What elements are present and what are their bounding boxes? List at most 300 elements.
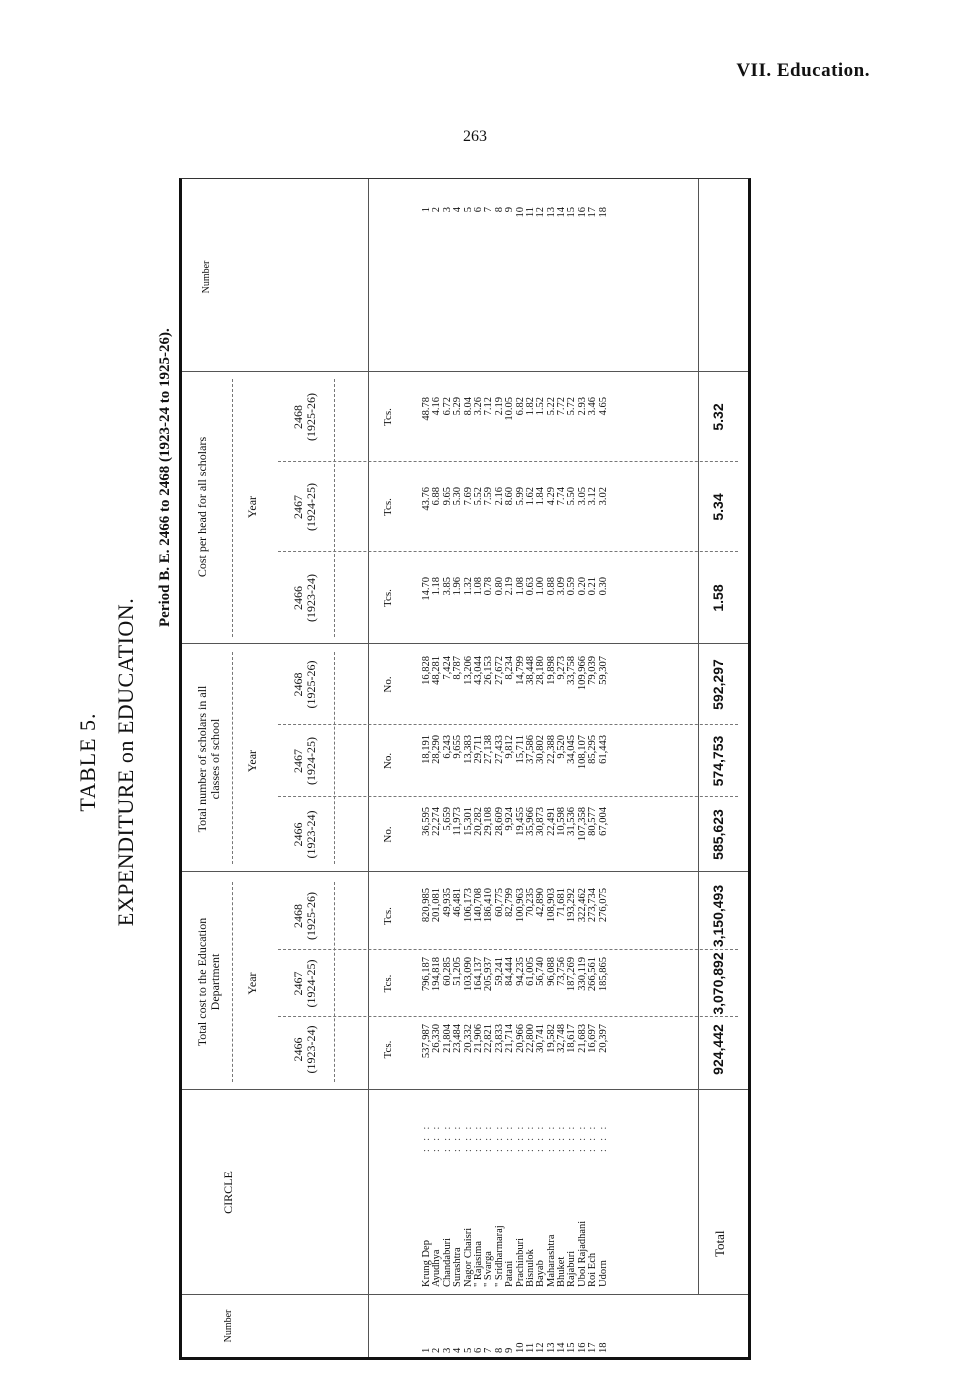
cell-s67: 6,243 [441,735,453,759]
cell-c66: 20,397 [597,1024,609,1053]
total-label: Total [712,1230,727,1257]
cell-c68: 108,903 [545,888,557,923]
cell-c68: 820,985 [421,888,432,923]
cell-c68: 106,173 [462,888,474,923]
cell-p66: 3.85 [441,577,453,596]
cell-n-right: 10 [514,207,526,218]
header-rule [368,179,369,1357]
cell-p67: 5.99 [514,487,526,506]
cell-circle: Ayudhya [431,1249,443,1287]
total-cost-header: Total cost to the Education Department [195,917,222,1047]
cell-p66: 2.19 [504,577,516,596]
cell-c66: 21,906 [472,1024,484,1053]
cell-s68: 48,281 [431,656,443,685]
col-divider [182,871,748,872]
cell-circle: Bisnulok [524,1249,536,1287]
cell-c66: 21,804 [441,1024,453,1053]
per-head-2466-column [422,577,609,632]
cell-s66: 36,595 [421,807,432,836]
cell-n: 17 [587,1342,599,1353]
cell-n-right: 6 [472,207,484,213]
cost-per-head-header: Cost per head for all scholars [195,436,209,578]
cell-s67: 27,138 [483,735,495,764]
leader-dot-row: : : : [545,1123,557,1152]
cell-circle: Chandaburi [441,1238,453,1287]
rotated-table-page [75,162,885,1362]
cell-p67: 4.29 [545,487,557,506]
cell-circle: Rajaburi [566,1250,578,1287]
unit-label: Tcs. [382,974,394,993]
group-rule [232,652,233,864]
cell-c67: 94,235 [514,957,526,986]
cell-s68: 13,206 [462,656,474,685]
section-header: VII. Education. [736,60,870,81]
leader-dot-row: : : : [576,1123,588,1152]
cell-n-right: 5 [462,207,474,213]
unit-label: Tcs. [382,1040,394,1059]
cell-n: 14 [556,1342,568,1353]
cell-c67: 187,269 [566,957,578,992]
cell-n-right: 2 [431,207,443,213]
cell-c68: 273,734 [587,888,599,923]
cell-c68: 46,481 [452,888,464,917]
cell-c67: 194,818 [431,957,443,992]
cell-s67: 27,433 [493,735,505,764]
cell-n-right: 3 [441,207,453,213]
number-header: Number [223,1309,234,1343]
cell-c66: 32,748 [556,1024,568,1053]
cell-s68: 26,153 [483,656,495,685]
cell-c66: 22,821 [483,1024,495,1053]
total-scholars-2468: 592,297 [710,659,726,710]
total-per-head-2467: 5.34 [710,493,726,521]
cell-p67: 9.65 [441,487,453,506]
cell-c68: 193,292 [566,888,578,923]
cell-s67: 108,107 [576,735,588,770]
cell-p68: 5.29 [452,397,464,416]
cell-c66: 22,800 [524,1024,536,1053]
cell-s66: 20,282 [472,807,484,836]
table-title: TABLE 5. [75,712,100,812]
cell-circle: Bhuket [556,1256,568,1287]
cell-p68: 1.52 [535,397,547,416]
cell-p68: 4.16 [431,397,443,416]
cell-p66: 0.78 [483,577,495,596]
cell-n: 9 [504,1347,516,1353]
year-2467-scholars: 2467 (1924-25) [291,737,318,785]
circle-header: CIRCLE [221,1171,235,1214]
year-divider [278,796,738,797]
cell-c66: 18,617 [566,1024,578,1053]
leader-dot-row: : : : [597,1123,609,1152]
scholars-2466-column [422,807,609,867]
total-scholars-2466: 585,623 [710,809,726,860]
cell-c66: 26,330 [431,1024,443,1053]
year-label: Year [245,495,259,519]
cell-p66: 1.18 [431,577,443,596]
leader-dot-row: : : : [431,1123,443,1152]
cell-c67: 266,561 [587,957,599,992]
cell-s67: 30,802 [535,735,547,764]
cell-p67: 3.05 [576,487,588,506]
leader-dot-row: : : : [452,1123,464,1152]
cell-c66: 30,741 [535,1024,547,1053]
cell-circle: Roi Ech [587,1252,599,1287]
total-per-head-2466: 1.58 [710,584,726,612]
total-scholars-2467: 574,753 [710,735,726,787]
cell-n-right: 1 [421,207,432,213]
cell-s66: 10,598 [556,807,568,836]
cell-p68: 6.72 [441,397,453,416]
cell-p68: 5.22 [545,397,557,416]
circle-column [422,1157,609,1287]
page-number: 263 [463,128,487,145]
leader-dot-row: : : : [535,1123,547,1152]
cell-s67: 13,383 [462,735,474,764]
cell-n: 1 [421,1347,432,1353]
cell-circle: Krung Dep [421,1240,432,1287]
cell-c68: 71,681 [556,888,568,917]
cell-s66: 5,659 [441,807,453,831]
cell-p67: 7.74 [556,487,568,506]
cell-p66: 0.59 [566,577,578,596]
cell-c67: 164,137 [472,957,484,992]
cell-n: 8 [493,1347,505,1353]
cell-c68: 42,890 [535,888,547,917]
year-2468-per-head: 2468 (1925-26) [291,393,318,441]
cell-n: 4 [452,1347,464,1353]
col-divider [182,1089,748,1090]
year-divider [278,1016,738,1017]
cell-s66: 22,491 [545,807,557,836]
cell-p67: 5.50 [566,487,578,506]
cell-p67: 43.76 [421,487,432,511]
cell-c68: 276,075 [597,888,609,923]
cell-c67: 185,865 [597,957,609,992]
cell-c68: 82,799 [504,888,516,917]
cell-n: 18 [597,1342,609,1353]
cell-c67: 61,005 [524,957,536,986]
year-rule [334,652,335,864]
cell-c67: 60,285 [441,957,453,986]
cell-p67: 8.60 [504,487,516,506]
cell-s68: 19,898 [545,656,557,685]
cell-n: 16 [576,1342,588,1353]
cell-s67: 22,388 [545,735,557,764]
year-2466-scholars: 2466 (1923-24) [291,810,318,859]
cell-p67: 1.62 [524,487,536,506]
total-per-head-2468: 5.32 [710,403,726,431]
number-column-right [422,207,609,247]
cell-s66: 30,873 [535,807,547,836]
cell-n-right: 8 [493,207,505,213]
cell-s68: 28,180 [535,656,547,685]
cell-s66: 80,577 [587,807,599,836]
cell-n: 3 [441,1347,453,1353]
year-divider [278,461,738,462]
year-2467-cost: 2467 (1924-25) [291,959,318,1008]
unit-label: Tcs. [382,589,394,607]
cell-p66: 0.30 [597,577,609,596]
cell-circle: Udorn [597,1260,609,1287]
cell-c68: 70,235 [524,888,536,917]
cell-s67: 15,711 [514,735,526,764]
cell-p66: 1.96 [452,577,464,596]
cell-p67: 5.30 [452,487,464,506]
cell-c66: 23,833 [493,1024,505,1053]
cell-c66: 16,697 [587,1024,599,1053]
cell-p68: 2.19 [493,397,505,416]
year-divider [278,724,738,725]
cell-c67: 84,444 [504,957,516,986]
cell-s66: 28,609 [493,807,505,836]
cell-p66: 1.08 [514,577,526,596]
cell-c66: 23,484 [452,1024,464,1053]
cell-s68: 9,273 [556,656,568,680]
cell-c66: 21,683 [576,1024,588,1053]
leader-dots [422,1092,609,1152]
cell-s66: 35,966 [524,807,536,836]
cell-circle: Surashtra [452,1247,464,1287]
cell-circle: " Rajasima [472,1241,484,1287]
cell-s68: 14,799 [514,656,526,685]
cell-n: 11 [524,1342,536,1353]
cell-s66: 9,924 [504,807,516,831]
cell-p68: 48.78 [421,397,432,421]
number-header-right: Number [201,260,212,294]
expenditure-table [179,178,751,1360]
cell-c67: 796,187 [421,957,432,992]
leader-dot-row: : : : [421,1123,432,1152]
cell-s68: 33,758 [566,656,578,685]
total-cost-2466: 924,442 [710,1024,726,1075]
cell-p66: 0.80 [493,577,505,596]
cell-p68: 10.05 [504,397,516,421]
cell-n-right: 16 [576,207,588,218]
cell-circle: Ubol Rajadhani [576,1220,588,1287]
cell-p66: 3.09 [556,577,568,596]
year-rule [334,379,335,637]
cell-p67: 3.02 [597,487,609,506]
cell-s67: 37,586 [524,735,536,764]
cell-s68: 8,787 [452,656,464,680]
cell-n: 5 [462,1347,474,1353]
cell-n-right: 12 [535,207,547,218]
cell-c68: 201,081 [431,888,443,923]
cell-s67: 34,045 [566,735,578,764]
year-2467-per-head: 2467 (1924-25) [291,483,318,531]
unit-label: Tcs. [382,498,394,516]
cell-p67: 7.59 [483,487,495,506]
cell-s66: 11,973 [452,807,464,836]
unit-label: No. [382,826,394,843]
cell-s67: 85,295 [587,735,599,764]
year-rule [334,882,335,1082]
cell-n-right: 18 [597,207,609,218]
cell-c66: 20,966 [514,1024,526,1053]
cell-s68: 16,828 [421,656,432,685]
leader-dot-row: : : : [462,1123,474,1152]
cell-circle: Nagor Chaisri [462,1227,474,1287]
cell-s68: 7,424 [441,656,453,680]
cell-s68: 27,672 [493,656,505,685]
cell-p67: 5.52 [472,487,484,506]
cell-c67: 73,756 [556,957,568,986]
cell-p68: 6.82 [514,397,526,416]
unit-label: No. [382,676,394,693]
cell-circle: Patani [504,1260,516,1287]
cell-p68: 4.65 [597,397,609,416]
cell-s67: 9,520 [556,735,568,759]
cell-p66: 0.21 [587,577,599,596]
cell-n: 15 [566,1342,578,1353]
cell-c67: 96,088 [545,957,557,986]
cell-n-right: 9 [504,207,516,213]
cell-s67: 9,812 [504,735,516,759]
leader-dot-row: : : : [472,1123,484,1152]
cost-2466-column [422,1024,609,1082]
cell-n: 2 [431,1347,443,1353]
cell-circle: Prachinburi [514,1238,526,1287]
total-cost-2468: 3,150,493 [710,884,726,948]
cell-c68: 60,775 [493,888,505,917]
cell-n-right: 17 [587,207,599,218]
cell-s67: 9,655 [452,735,464,759]
cell-circle: " Svarga [483,1251,495,1287]
cell-s68: 38,448 [524,656,536,685]
leader-dot-row: : : : [483,1123,495,1152]
period-label: Period B. E. 2466 to 2468 (1923-24 to 1925-26). [157,328,173,627]
total-scholars-header: Total number of scholars in all classes of school [195,685,222,833]
cell-s66: 31,536 [566,807,578,836]
cost-2467-column [422,957,609,1015]
cell-n-right: 15 [566,207,578,218]
cell-c66: 19,582 [545,1024,557,1053]
cell-n-right: 11 [524,207,536,218]
cell-c67: 103,090 [462,957,474,992]
scholars-2467-column [422,735,609,795]
year-2466-cost: 2466 (1923-24) [291,1025,318,1074]
cell-p66: 14.70 [421,577,432,601]
year-2466-per-head: 2466 (1923-24) [291,574,318,622]
cell-circle: Bayab [535,1260,547,1287]
year-2468-scholars: 2468 (1925-26) [291,660,318,709]
cell-n: 13 [545,1342,557,1353]
leader-dot-row: : : : [556,1123,568,1152]
cell-n: 10 [514,1342,526,1353]
cell-circle: " Sridharmaraj [493,1225,505,1287]
leader-dot-row: : : : [514,1123,526,1152]
group-rule [232,379,233,637]
col-divider [182,371,748,372]
cell-s66: 107,358 [576,807,588,842]
cell-c68: 186,410 [483,888,495,923]
cell-s66: 29,108 [483,807,495,836]
col-divider [182,643,748,644]
cell-p66: 0.63 [524,577,536,596]
cell-circle: Maharashtra [545,1234,557,1287]
cell-p66: 1.08 [472,577,484,596]
cell-p68: 7.12 [483,397,495,416]
year-divider [278,949,738,950]
cell-p67: 7.69 [462,487,474,506]
cell-n-right: 4 [452,207,464,213]
per-head-2468-column [422,397,609,452]
cell-p68: 8.04 [462,397,474,416]
total-rule [698,179,699,1295]
cell-c68: 49,935 [441,888,453,917]
cell-c68: 140,708 [472,888,484,923]
year-divider [278,551,738,552]
cell-s68: 59,307 [597,656,609,685]
table-subtitle: EXPENDITURE on EDUCATION. [113,597,138,927]
cell-s66: 67,004 [597,807,609,836]
cell-p66: 0.20 [576,577,588,596]
leader-dot-row: : : : [587,1123,599,1152]
leader-dot-row: : : : [441,1123,453,1152]
per-head-2467-column [422,487,609,542]
cell-p67: 1.84 [535,487,547,506]
leader-dot-row: : : : [504,1123,516,1152]
cell-s67: 29,711 [472,735,484,764]
unit-label: Tcs. [382,907,394,925]
cell-p66: 0.88 [545,577,557,596]
cell-p67: 3.12 [587,487,599,506]
cell-c66: 21,714 [504,1024,516,1053]
cell-p68: 2.93 [576,397,588,416]
cell-n-right: 14 [556,207,568,218]
cell-s67: 18,191 [421,735,432,764]
cell-p68: 3.46 [587,397,599,416]
cell-n: 7 [483,1347,495,1353]
cell-c67: 59,241 [493,957,505,986]
cell-c66: 537,987 [421,1024,432,1059]
scholars-2468-column [422,656,609,721]
cell-c67: 205,937 [483,957,495,992]
cell-p68: 1.82 [524,397,536,416]
col-divider [182,1294,748,1295]
leader-dot-row: : : : [493,1123,505,1152]
year-label: Year [245,749,259,773]
leader-dot-row: : : : [524,1123,536,1152]
cell-n: 12 [535,1342,547,1353]
leader-dot-row: : : : [566,1123,578,1152]
cell-s68: 43,044 [472,656,484,685]
cell-s66: 19,455 [514,807,526,836]
cell-c67: 51,205 [452,957,464,986]
cell-p68: 7.72 [556,397,568,416]
unit-label: Tcs. [382,408,394,426]
cell-c68: 322,462 [576,888,588,923]
cell-p66: 1.00 [535,577,547,596]
cell-s68: 109,966 [576,656,588,691]
cell-c66: 20,332 [462,1024,474,1053]
cell-n: 6 [472,1347,484,1353]
cell-s67: 61,443 [597,735,609,764]
cell-p68: 3.26 [472,397,484,416]
cell-n-right: 7 [483,207,495,213]
total-cost-2467: 3,070,892 [710,952,726,1015]
cell-s67: 28,290 [431,735,443,764]
cell-p67: 2.16 [493,487,505,506]
year-label: Year [245,972,259,995]
cell-s68: 8,234 [504,656,516,680]
unit-label: No. [382,752,394,770]
cell-p66: 1.32 [462,577,474,596]
cell-c68: 100,963 [514,888,526,923]
cell-c67: 330,119 [576,957,588,991]
cell-s68: 79,039 [587,656,599,685]
